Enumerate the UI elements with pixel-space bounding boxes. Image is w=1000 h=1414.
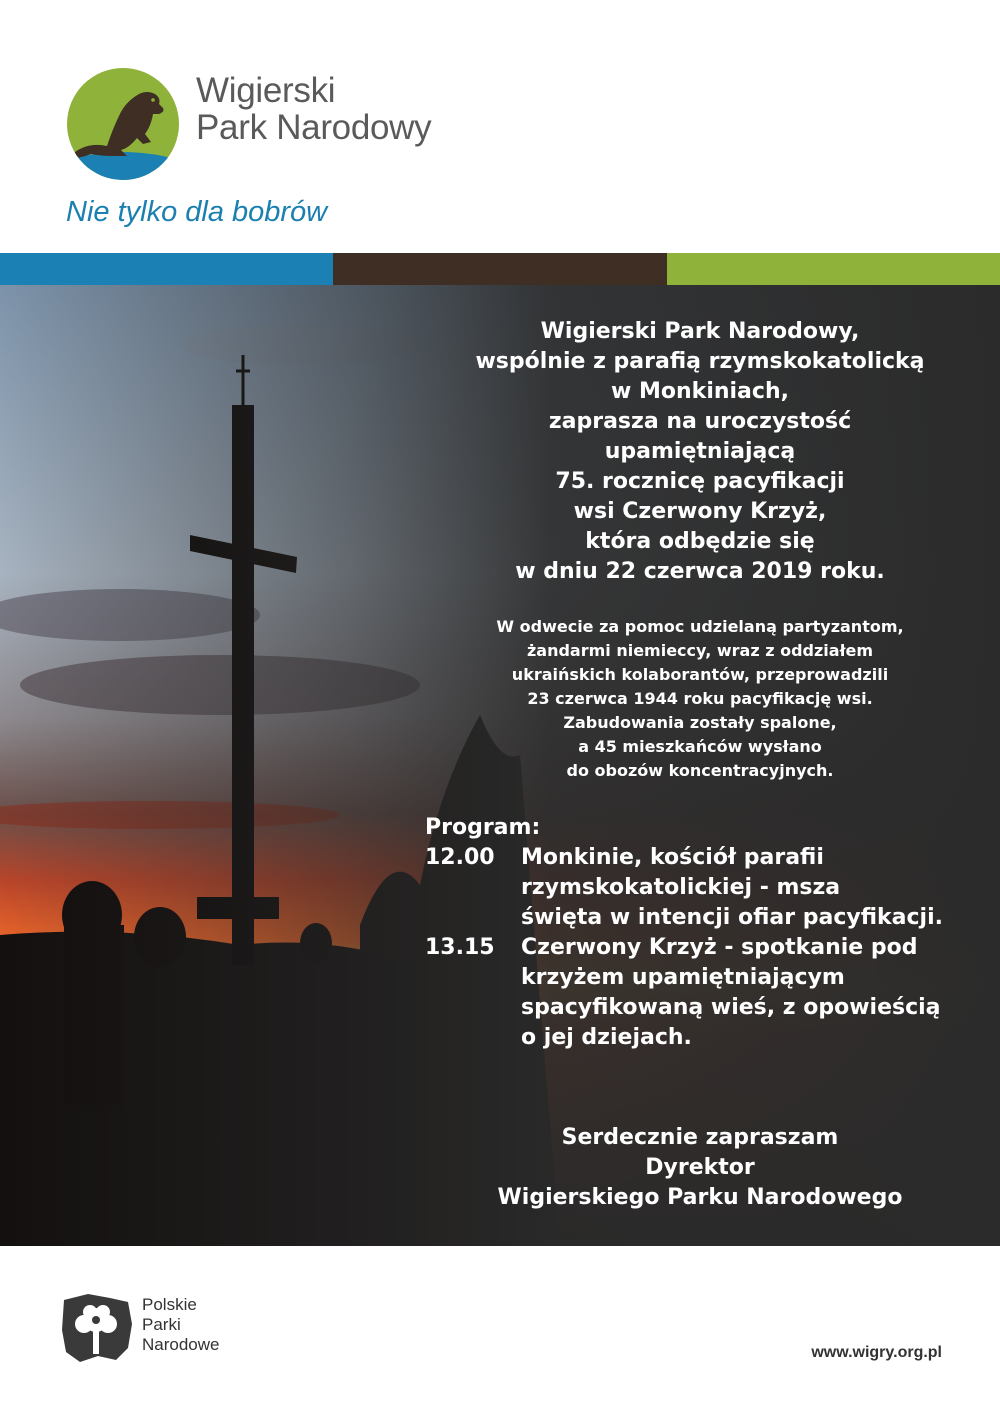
intro-line: Wigierski Park Narodowy, (540, 319, 860, 344)
stripe-brown (333, 253, 666, 285)
intro-line: w dniu 22 czerwca 2019 roku. (515, 559, 885, 584)
program-time: 12.00 (425, 845, 495, 870)
closing-line: Serdecznie zapraszam (561, 1125, 839, 1150)
intro-line: wsi Czerwony Krzyż, (573, 499, 827, 524)
header (0, 0, 1000, 253)
history-line: ukraińskich kolaborantów, przeprowadzili (511, 665, 889, 684)
intro-line: upamiętniającą (604, 439, 796, 464)
ppn-name (142, 1295, 220, 1355)
intro-line: 75. rocznicę pacyfikacji (555, 469, 845, 494)
program-line: o jej dziejach. (521, 1025, 692, 1050)
ppn-line: Narodowe (142, 1335, 220, 1354)
program-title: Program: (425, 815, 541, 840)
history-line: do obozów koncentracyjnych. (566, 761, 834, 780)
stripe-green (667, 253, 1000, 285)
history-line: a 45 mieszkańców wysłano (578, 737, 822, 756)
program-line: święta w intencji ofiar pacyfikacji. (521, 905, 943, 930)
program-time: 13.15 (425, 935, 495, 960)
intro-line: zaprasza na uroczystość (548, 409, 852, 434)
intro-line: wspólnie z parafią rzymskokatolicką (475, 349, 925, 374)
tree-in-poland-map-icon (58, 1290, 134, 1366)
program-line: rzymskokatolickiej - msza (521, 875, 841, 900)
park-name-line2: Park Narodowy (196, 108, 432, 147)
website-link[interactable]: www.wigry.org.pl (811, 1344, 942, 1361)
program-item (425, 933, 985, 1053)
ppn-line: Polskie (142, 1295, 197, 1314)
ppn-line: Parki (142, 1315, 181, 1334)
program-section (425, 813, 985, 1053)
program-line: Czerwony Krzyż - spotkanie pod (521, 935, 918, 960)
closing-signature (400, 1123, 1000, 1213)
history-line: Zabudowania zostały spalone, (563, 713, 837, 732)
history-line: W odwecie za pomoc udzielaną partyzantom, (496, 617, 904, 636)
park-name (196, 72, 431, 146)
intro-line: która odbędzie się (585, 529, 815, 554)
program-line: spacyfikowaną wieś, z opowieścią (521, 995, 941, 1020)
color-stripes (0, 253, 1000, 285)
history-line: 23 czerwca 1944 roku pacyfikację wsi. (527, 689, 873, 708)
closing-line: Dyrektor (645, 1155, 755, 1180)
announcement-content (0, 285, 1000, 1246)
tagline: Nie tylko dla bobrów (66, 196, 328, 228)
program-line: Monkinie, kościół parafii (521, 845, 824, 870)
program-line: krzyżem upamiętniającym (521, 965, 845, 990)
closing-line: Wigierskiego Parku Narodowego (497, 1185, 903, 1210)
park-name-line1: Wigierski (196, 71, 336, 110)
invitation-text (400, 317, 1000, 587)
program-item (425, 843, 985, 933)
stripe-blue (0, 253, 333, 285)
footer (0, 1246, 1000, 1414)
intro-line: w Monkiniach, (611, 379, 789, 404)
history-text (400, 615, 1000, 783)
beaver-icon (67, 68, 179, 180)
history-line: żandarmi niemieccy, wraz z oddziałem (526, 641, 874, 660)
